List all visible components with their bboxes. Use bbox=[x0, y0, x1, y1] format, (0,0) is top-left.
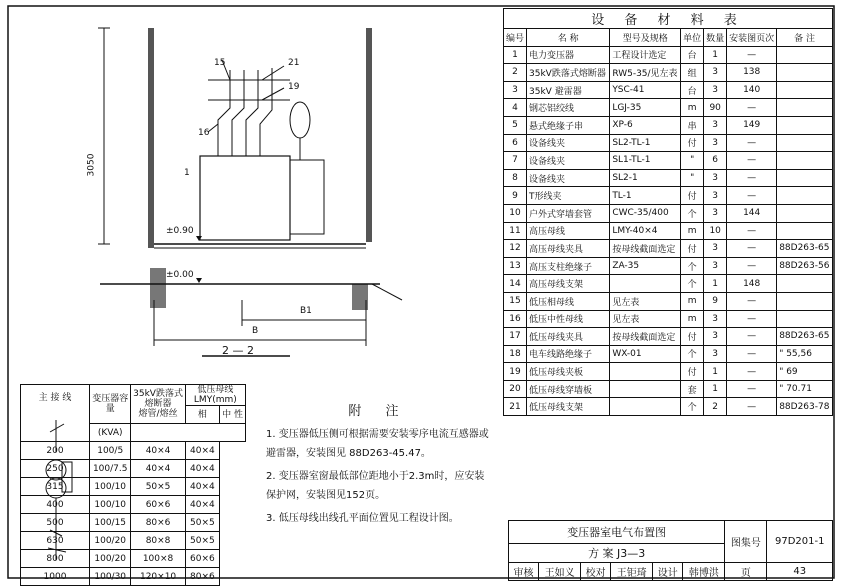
materials-cell: 2 bbox=[504, 64, 527, 82]
materials-cell bbox=[777, 81, 833, 99]
materials-cell: SL2-1 bbox=[610, 169, 681, 187]
materials-cell: 见左表 bbox=[610, 310, 681, 328]
materials-cell: 10 bbox=[704, 222, 727, 240]
materials-cell: 3 bbox=[704, 240, 727, 258]
materials-row bbox=[504, 81, 833, 99]
materials-cell: 90 bbox=[704, 99, 727, 117]
wiring-cell: 1000 bbox=[21, 568, 90, 586]
materials-cell: TL-1 bbox=[610, 187, 681, 205]
wiring-cell: 50×5 bbox=[185, 532, 219, 550]
materials-cell: 144 bbox=[727, 204, 777, 222]
materials-cell: 9 bbox=[504, 187, 527, 205]
materials-cell: — bbox=[727, 398, 777, 416]
materials-cell: 3 bbox=[704, 169, 727, 187]
materials-cell: — bbox=[727, 169, 777, 187]
wiring-cell: 100×8 bbox=[131, 550, 185, 568]
materials-cell bbox=[777, 187, 833, 205]
materials-cell: 电力变压器 bbox=[527, 46, 610, 64]
section-label: 2 — 2 bbox=[222, 344, 254, 357]
materials-cell: 1 bbox=[704, 363, 727, 381]
materials-cell: — bbox=[727, 152, 777, 170]
materials-cell: 设备线夹 bbox=[527, 152, 610, 170]
wiring-cell: 100/10 bbox=[90, 496, 131, 514]
materials-cell bbox=[777, 64, 833, 82]
materials-cell: 35kV 避雷器 bbox=[527, 81, 610, 99]
materials-cell: 低压母线夹具 bbox=[527, 328, 610, 346]
col-busbar: 低压母线 LMY(mm) bbox=[185, 385, 245, 406]
materials-cell: — bbox=[727, 240, 777, 258]
col-neutral: 中 性 bbox=[220, 406, 246, 424]
wiring-cell: 100/30 bbox=[90, 568, 131, 586]
materials-cell: 17 bbox=[504, 328, 527, 346]
materials-cell: 3 bbox=[704, 204, 727, 222]
materials-cell: 高压支柱绝缘子 bbox=[527, 257, 610, 275]
materials-row bbox=[504, 275, 833, 293]
materials-cell: — bbox=[727, 187, 777, 205]
materials-cell: 低压母线夹板 bbox=[527, 363, 610, 381]
materials-cell: 钢芯铝绞线 bbox=[527, 99, 610, 117]
wiring-cell: 120×10 bbox=[131, 568, 185, 586]
dim-b1: B1 bbox=[300, 306, 312, 316]
wiring-cell: 100/15 bbox=[90, 514, 131, 532]
materials-cell: 3 bbox=[704, 81, 727, 99]
materials-cell: 付 bbox=[681, 134, 704, 152]
materials-cell: 工程设计选定 bbox=[610, 46, 681, 64]
materials-cell: 88D263-78 bbox=[777, 398, 833, 416]
page-number: 43 bbox=[767, 563, 833, 581]
wiring-row bbox=[21, 568, 246, 586]
drawing-subtitle: 方 案 J3—3 bbox=[509, 544, 725, 563]
wiring-cell: 60×6 bbox=[131, 496, 185, 514]
materials-cell: 付 bbox=[681, 187, 704, 205]
materials-cell: — bbox=[727, 257, 777, 275]
dim-b: B bbox=[252, 326, 259, 336]
materials-row bbox=[504, 64, 833, 82]
materials-cell: — bbox=[727, 345, 777, 363]
materials-cell: LMY-40×4 bbox=[610, 222, 681, 240]
design-label: 设计 bbox=[653, 563, 683, 581]
materials-cell: — bbox=[727, 363, 777, 381]
col-fuse-unit: 熔管/熔丝 bbox=[138, 409, 178, 419]
wiring-cell: 100/20 bbox=[90, 532, 131, 550]
materials-cell: 88D263-65 bbox=[777, 328, 833, 346]
materials-cell: " 69 bbox=[777, 363, 833, 381]
elevation-top: ±0.90 bbox=[166, 226, 194, 236]
wiring-cell: 80×8 bbox=[131, 532, 185, 550]
materials-cell: 3 bbox=[704, 187, 727, 205]
wiring-cell: 250 bbox=[21, 460, 90, 478]
materials-row bbox=[504, 310, 833, 328]
materials-cell: 台 bbox=[681, 81, 704, 99]
review-label: 审核 bbox=[509, 563, 539, 581]
title-block bbox=[508, 520, 833, 581]
materials-cell: 个 bbox=[681, 204, 704, 222]
materials-row bbox=[504, 345, 833, 363]
wiring-cell: 40×4 bbox=[131, 460, 185, 478]
materials-cell: 3 bbox=[704, 134, 727, 152]
materials-cell: 3 bbox=[704, 257, 727, 275]
materials-cell: m bbox=[681, 99, 704, 117]
materials-cell: WX-01 bbox=[610, 345, 681, 363]
materials-cell bbox=[610, 363, 681, 381]
materials-row bbox=[504, 240, 833, 258]
materials-cell: 设备线夹 bbox=[527, 134, 610, 152]
wiring-cell: 60×6 bbox=[185, 550, 219, 568]
materials-cell: " bbox=[681, 152, 704, 170]
note-item: 2. 变压器室窗最低部位距地小于2.3m时，应安装保护网，安装图见152页。 bbox=[266, 471, 485, 501]
materials-cell: 3 bbox=[704, 116, 727, 134]
materials-row bbox=[504, 46, 833, 64]
wiring-row bbox=[21, 550, 246, 568]
materials-row bbox=[504, 257, 833, 275]
materials-header-cell: 备 注 bbox=[777, 29, 833, 47]
materials-cell: 21 bbox=[504, 398, 527, 416]
check-label: 校对 bbox=[581, 563, 611, 581]
wiring-row bbox=[21, 460, 246, 478]
materials-cell: 148 bbox=[727, 275, 777, 293]
materials-cell: — bbox=[727, 222, 777, 240]
materials-cell: 个 bbox=[681, 257, 704, 275]
main-wiring-label: 主 接 线 bbox=[38, 393, 72, 403]
wiring-cell: 50×5 bbox=[131, 478, 185, 496]
design-signature: 韩博洪 bbox=[683, 563, 725, 581]
materials-row bbox=[504, 204, 833, 222]
materials-cell: 1 bbox=[704, 275, 727, 293]
materials-cell: 按母线截面选定 bbox=[610, 328, 681, 346]
materials-cell: 悬式绝缘子串 bbox=[527, 116, 610, 134]
materials-cell: CWC-35/400 bbox=[610, 204, 681, 222]
note-item: 1. 变压器低压侧可根据需要安装零序电流互感器或避雷器，安装图见 88D263-45.47。 bbox=[266, 429, 489, 459]
wiring-cell: 40×4 bbox=[185, 460, 219, 478]
materials-cell bbox=[777, 152, 833, 170]
wiring-cell: 500 bbox=[21, 514, 90, 532]
materials-cell: — bbox=[727, 292, 777, 310]
wiring-cell: 100/10 bbox=[90, 478, 131, 496]
materials-cell: 149 bbox=[727, 116, 777, 134]
materials-cell: 3 bbox=[704, 328, 727, 346]
materials-cell bbox=[777, 310, 833, 328]
materials-cell: YSC-41 bbox=[610, 81, 681, 99]
atlas-number: 97D201-1 bbox=[767, 521, 833, 563]
materials-cell: 7 bbox=[504, 152, 527, 170]
check-signature: 王钜琦 bbox=[611, 563, 653, 581]
materials-cell: 6 bbox=[504, 134, 527, 152]
wiring-cell: 40×4 bbox=[131, 442, 185, 460]
wiring-cell: 100/5 bbox=[90, 442, 131, 460]
materials-row bbox=[504, 363, 833, 381]
materials-cell: 10 bbox=[504, 204, 527, 222]
note-item: 3. 低压母线出线孔平面位置见工程设计图。 bbox=[266, 513, 459, 524]
materials-cell: 付 bbox=[681, 328, 704, 346]
materials-row bbox=[504, 292, 833, 310]
materials-header bbox=[504, 29, 833, 47]
materials-cell bbox=[777, 204, 833, 222]
materials-cell: 20 bbox=[504, 380, 527, 398]
materials-cell: ZA-35 bbox=[610, 257, 681, 275]
materials-cell: " bbox=[681, 169, 704, 187]
materials-cell: m bbox=[681, 222, 704, 240]
materials-cell: 9 bbox=[704, 292, 727, 310]
atlas-label: 图集号 bbox=[725, 521, 767, 563]
materials-cell: 14 bbox=[504, 275, 527, 293]
main-wiring-cell bbox=[21, 385, 90, 442]
materials-cell bbox=[610, 275, 681, 293]
materials-cell: — bbox=[727, 134, 777, 152]
materials-cell: 个 bbox=[681, 398, 704, 416]
elevation-ground: ±0.00 bbox=[166, 270, 194, 280]
wiring-cell: 400 bbox=[21, 496, 90, 514]
materials-cell: 付 bbox=[681, 363, 704, 381]
materials-cell: 88D263-56 bbox=[777, 257, 833, 275]
materials-cell: " 70.71 bbox=[777, 380, 833, 398]
callout-1: 1 bbox=[184, 168, 190, 178]
materials-cell bbox=[777, 116, 833, 134]
materials-cell: 个 bbox=[681, 275, 704, 293]
materials-cell bbox=[610, 380, 681, 398]
materials-cell: XP-6 bbox=[610, 116, 681, 134]
materials-header-cell: 名 称 bbox=[527, 29, 610, 47]
callout-16: 16 bbox=[198, 128, 210, 138]
materials-cell: — bbox=[727, 46, 777, 64]
materials-cell: m bbox=[681, 292, 704, 310]
materials-table bbox=[503, 8, 833, 416]
callout-21: 21 bbox=[288, 58, 300, 68]
wiring-row bbox=[21, 442, 246, 460]
materials-cell bbox=[777, 99, 833, 117]
materials-cell: 台 bbox=[681, 46, 704, 64]
wiring-cell: 80×6 bbox=[131, 514, 185, 532]
materials-cell: 户外式穿墙套管 bbox=[527, 204, 610, 222]
materials-cell: 11 bbox=[504, 222, 527, 240]
materials-header-cell: 单位 bbox=[681, 29, 704, 47]
materials-row bbox=[504, 398, 833, 416]
materials-cell: 低压相母线 bbox=[527, 292, 610, 310]
materials-cell: — bbox=[727, 310, 777, 328]
col-fuse-label: 35kV跌落式熔断器 bbox=[133, 389, 183, 409]
materials-cell: 低压母线支架 bbox=[527, 398, 610, 416]
materials-cell: 付 bbox=[681, 240, 704, 258]
materials-cell: 组 bbox=[681, 64, 704, 82]
materials-cell bbox=[777, 292, 833, 310]
materials-cell: 5 bbox=[504, 116, 527, 134]
materials-row bbox=[504, 134, 833, 152]
materials-header-cell: 安装图页次 bbox=[727, 29, 777, 47]
materials-cell: SL1-TL-1 bbox=[610, 152, 681, 170]
materials-header-cell: 数量 bbox=[704, 29, 727, 47]
wiring-cell: 50×5 bbox=[185, 514, 219, 532]
materials-cell: 12 bbox=[504, 240, 527, 258]
wiring-cell: 800 bbox=[21, 550, 90, 568]
materials-cell: 3 bbox=[704, 64, 727, 82]
materials-cell: — bbox=[727, 380, 777, 398]
materials-cell: 3 bbox=[504, 81, 527, 99]
notes-title: 附 注 bbox=[348, 404, 409, 419]
materials-cell: T形线夹 bbox=[527, 187, 610, 205]
wiring-cell: 40×4 bbox=[185, 496, 219, 514]
materials-cell: 低压母线穿墙板 bbox=[527, 380, 610, 398]
materials-cell: 19 bbox=[504, 363, 527, 381]
materials-cell: 2 bbox=[704, 398, 727, 416]
col-capacity bbox=[90, 385, 131, 424]
drawing-title: 变压器室电气布置图 bbox=[509, 521, 725, 544]
wiring-cell: 100/7.5 bbox=[90, 460, 131, 478]
materials-cell: 6 bbox=[704, 152, 727, 170]
materials-cell: 4 bbox=[504, 99, 527, 117]
materials-cell: 高压母线夹具 bbox=[527, 240, 610, 258]
col-fuse bbox=[131, 385, 185, 424]
materials-row bbox=[504, 116, 833, 134]
wiring-cell: 200 bbox=[21, 442, 90, 460]
callout-15: 15 bbox=[214, 58, 226, 68]
materials-cell: 按母线截面选定 bbox=[610, 240, 681, 258]
materials-title: 设 备 材 料 表 bbox=[504, 9, 833, 29]
wiring-cell: 315 bbox=[21, 478, 90, 496]
review-signature: 王如义 bbox=[539, 563, 581, 581]
materials-cell: m bbox=[681, 310, 704, 328]
materials-row bbox=[504, 328, 833, 346]
col-phase: 相 bbox=[185, 406, 219, 424]
materials-cell: 电车线路绝缘子 bbox=[527, 345, 610, 363]
materials-row bbox=[504, 380, 833, 398]
blank-cell bbox=[131, 424, 246, 442]
materials-cell: 35kV跌落式熔断器 bbox=[527, 64, 610, 82]
callout-19: 19 bbox=[288, 82, 300, 92]
wiring-row bbox=[21, 478, 246, 496]
materials-cell: SL2-TL-1 bbox=[610, 134, 681, 152]
materials-header-cell: 编号 bbox=[504, 29, 527, 47]
materials-row bbox=[504, 187, 833, 205]
materials-cell bbox=[777, 169, 833, 187]
materials-cell: RW5-35/见左表 bbox=[610, 64, 681, 82]
materials-cell: 15 bbox=[504, 292, 527, 310]
materials-cell: " 55,56 bbox=[777, 345, 833, 363]
materials-cell: 18 bbox=[504, 345, 527, 363]
materials-cell bbox=[610, 398, 681, 416]
notes-block bbox=[266, 402, 491, 532]
materials-cell: 套 bbox=[681, 380, 704, 398]
wiring-cell: 630 bbox=[21, 532, 90, 550]
wiring-row bbox=[21, 532, 246, 550]
materials-cell: 见左表 bbox=[610, 292, 681, 310]
materials-cell: 138 bbox=[727, 64, 777, 82]
materials-cell: 1 bbox=[704, 380, 727, 398]
materials-row bbox=[504, 222, 833, 240]
wiring-cell: 80×6 bbox=[185, 568, 219, 586]
wiring-cell: 40×4 bbox=[185, 478, 219, 496]
wiring-row bbox=[21, 514, 246, 532]
wiring-row bbox=[21, 496, 246, 514]
col-capacity-unit: (KVA) bbox=[90, 424, 131, 442]
page-label: 页 bbox=[725, 563, 767, 581]
materials-cell: 个 bbox=[681, 345, 704, 363]
materials-cell bbox=[777, 222, 833, 240]
materials-cell bbox=[777, 275, 833, 293]
materials-cell: 13 bbox=[504, 257, 527, 275]
materials-cell: 高压母线支架 bbox=[527, 275, 610, 293]
materials-cell: 低压中性母线 bbox=[527, 310, 610, 328]
materials-row bbox=[504, 169, 833, 187]
materials-cell: — bbox=[727, 328, 777, 346]
materials-cell: 8 bbox=[504, 169, 527, 187]
col-capacity-label: 变压器容量 bbox=[92, 394, 129, 414]
materials-cell: 设备线夹 bbox=[527, 169, 610, 187]
wiring-cell: 100/20 bbox=[90, 550, 131, 568]
materials-cell: 3 bbox=[704, 310, 727, 328]
materials-row bbox=[504, 99, 833, 117]
wiring-table bbox=[20, 384, 246, 586]
materials-cell: LGJ-35 bbox=[610, 99, 681, 117]
materials-cell: 16 bbox=[504, 310, 527, 328]
materials-cell: — bbox=[727, 99, 777, 117]
materials-cell: 串 bbox=[681, 116, 704, 134]
materials-row bbox=[504, 152, 833, 170]
materials-cell bbox=[777, 134, 833, 152]
materials-cell: 1 bbox=[504, 46, 527, 64]
materials-cell: 高压母线 bbox=[527, 222, 610, 240]
wiring-cell: 40×4 bbox=[185, 442, 219, 460]
notes-list bbox=[266, 425, 491, 528]
materials-cell: 88D263-65 bbox=[777, 240, 833, 258]
materials-cell bbox=[777, 46, 833, 64]
materials-cell: 1 bbox=[704, 46, 727, 64]
height-dimension: 3050 bbox=[86, 153, 97, 177]
materials-header-cell: 型号及规格 bbox=[610, 29, 681, 47]
materials-cell: 3 bbox=[704, 345, 727, 363]
materials-cell: 140 bbox=[727, 81, 777, 99]
